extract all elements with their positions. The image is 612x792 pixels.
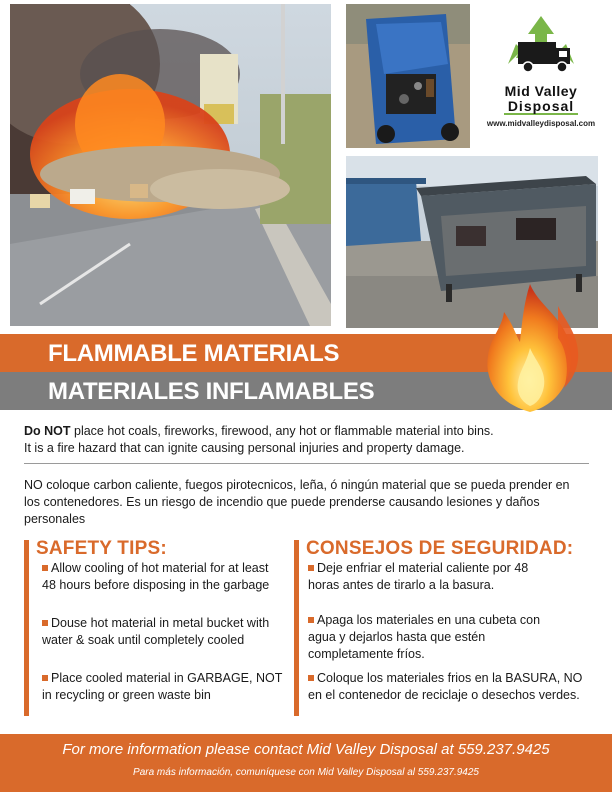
divider: [24, 463, 589, 464]
intro-spanish: NO coloque carbon caliente, fuegos pirotecnicos, leña, ó ningún material que se pueda prender en los contenedores. Es un riesgo de incendio que puede prenderse causando lesiones y daños personales: [24, 478, 570, 526]
tips-english-heading: SAFETY TIPS:: [36, 538, 167, 559]
logo-name-line1: Mid Valley: [504, 83, 578, 99]
title-english: FLAMMABLE MATERIALS: [48, 340, 340, 367]
intro-english: [24, 423, 589, 457]
footer-contact-spanish: Para más información, comuníquese con Mid Valley Disposal al 559.237.9425: [133, 767, 479, 778]
bullet-icon: [42, 565, 48, 571]
tips-spanish-heading: CONSEJOS DE SEGURIDAD:: [306, 538, 574, 559]
tip-spanish-3: [308, 670, 593, 704]
tip-english-2: [42, 615, 270, 649]
tip-spanish-2-text: Apaga los materiales en una cubeta con agua y dejarlos hasta que estén completamente fríos.: [308, 613, 541, 661]
bullet-icon: [308, 565, 314, 571]
blue-cart-photo: [346, 4, 470, 148]
intro-english-emphasis: Do NOT: [24, 424, 71, 438]
tips-english-bar: [24, 540, 29, 716]
tip-english-3: [42, 670, 287, 704]
tip-spanish-1: [308, 560, 538, 594]
footer-contact-english: For more information please contact Mid Valley Disposal at 559.237.9425: [62, 741, 550, 758]
tip-english-2-text: Douse hot material in metal bucket with water & soak until completely cooled: [42, 616, 270, 647]
title-spanish: MATERIALES INFLAMABLES: [48, 378, 375, 405]
recycle-truck-icon: [498, 12, 584, 82]
tip-spanish-1-text: Deje enfriar el material caliente por 48 horas antes de tirarlo a la basura.: [308, 561, 529, 592]
burning-trash-on-road-photo: [10, 4, 331, 326]
tip-english-1: [42, 560, 282, 594]
tip-english-3-text: Place cooled material in GARBAGE, NOT in recycling or green waste bin: [42, 671, 283, 702]
intro-english-line2: It is a fire hazard that can ignite causing personal injuries and property damage.: [24, 441, 465, 455]
mid-valley-disposal-logo: [478, 12, 604, 132]
bullet-icon: [42, 620, 48, 626]
bullet-icon: [42, 675, 48, 681]
bullet-icon: [308, 617, 314, 623]
tip-english-1-text: Allow cooling of hot material for at least 48 hours before disposing in the garbage: [42, 561, 270, 592]
intro-english-line1: place hot coals, fireworks, firewood, any hot or flammable material into bins.: [70, 424, 494, 438]
tip-spanish-2: [308, 612, 543, 663]
flame-icon: [470, 278, 590, 418]
bullet-icon: [308, 675, 314, 681]
logo-name-line2: Disposal: [504, 99, 578, 115]
tips-spanish-bar: [294, 540, 299, 716]
logo-website: www.midvalleydisposal.com: [486, 119, 596, 128]
tip-spanish-3-text: Coloque los materiales frios en la BASURA, NO en el contenedor de reciclaje o desechos verdes.: [308, 671, 583, 702]
